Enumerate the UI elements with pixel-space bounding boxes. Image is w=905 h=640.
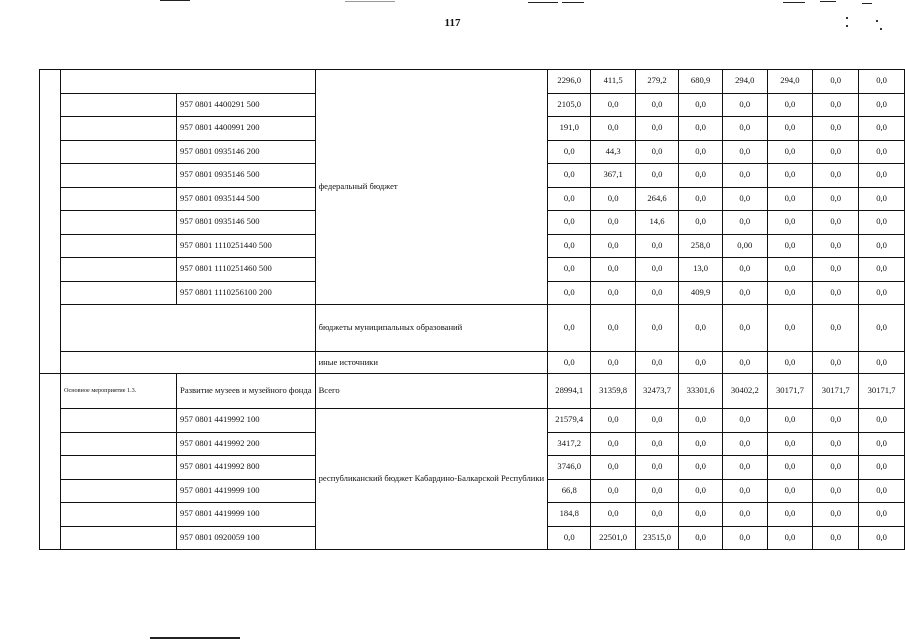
total-label: Всего — [315, 374, 548, 409]
value-cell: 0,0 — [813, 305, 859, 352]
value-cell: 3746,0 — [548, 456, 591, 480]
blank-cell — [61, 305, 316, 352]
value-cell: 0,0 — [591, 352, 636, 374]
value-cell: 0,0 — [859, 352, 905, 374]
value-cell: 409,9 — [679, 281, 723, 305]
blank-cell — [61, 479, 177, 503]
value-cell: 0,0 — [813, 140, 859, 164]
value-cell: 0,0 — [859, 117, 905, 141]
value-cell: 0,0 — [767, 281, 813, 305]
blank-cell — [61, 234, 177, 258]
value-cell: 0,0 — [635, 93, 678, 117]
value-cell: 0,0 — [723, 187, 768, 211]
blank-cell — [61, 281, 177, 305]
value-cell: 0,0 — [635, 258, 678, 282]
value-cell: 3417,2 — [548, 432, 591, 456]
value-cell: 0,0 — [813, 352, 859, 374]
blank-cell — [61, 352, 316, 374]
value-cell: 0,0 — [679, 93, 723, 117]
blank-cell — [61, 117, 177, 141]
value-cell: 0,0 — [679, 432, 723, 456]
source-cell: иные источники — [315, 352, 548, 374]
value-cell: 0,0 — [591, 234, 636, 258]
value-cell: 0,0 — [767, 211, 813, 235]
value-cell: 0,0 — [767, 93, 813, 117]
blank-cell — [61, 140, 177, 164]
value-cell: 0,0 — [859, 258, 905, 282]
value-cell: 0,0 — [723, 117, 768, 141]
budget-code: 957 0801 0920059 100 — [177, 526, 316, 550]
value-cell: 0,0 — [635, 409, 678, 433]
budget-code: 957 0801 4419992 200 — [177, 432, 316, 456]
value-cell: 0,0 — [548, 281, 591, 305]
scan-artifact — [160, 0, 190, 1]
value-cell: 0,0 — [548, 164, 591, 188]
value-cell: 294,0 — [767, 70, 813, 94]
blank-cell — [61, 187, 177, 211]
blank-cell — [61, 258, 177, 282]
value-cell: 28994,1 — [548, 374, 591, 409]
scan-artifact — [783, 2, 805, 3]
value-cell: 0,0 — [635, 305, 678, 352]
blank-cell — [61, 526, 177, 550]
scan-artifact — [562, 2, 584, 3]
value-cell: 0,0 — [548, 140, 591, 164]
value-cell: 0,0 — [859, 503, 905, 527]
scan-artifact — [846, 17, 848, 19]
page-number: 117 — [444, 17, 461, 29]
budget-code: 957 0801 4419999 100 — [177, 479, 316, 503]
value-cell: 0,0 — [635, 479, 678, 503]
value-cell: 0,0 — [679, 305, 723, 352]
value-cell: 0,0 — [548, 187, 591, 211]
value-cell: 0,0 — [767, 305, 813, 352]
value-cell: 0,0 — [813, 117, 859, 141]
value-cell: 0,0 — [767, 526, 813, 550]
blank-cell — [61, 70, 316, 94]
value-cell: 0,0 — [859, 187, 905, 211]
budget-code: 957 0801 4419992 100 — [177, 409, 316, 433]
value-cell: 411,5 — [591, 70, 636, 94]
value-cell: 23515,0 — [635, 526, 678, 550]
value-cell: 0,0 — [723, 432, 768, 456]
value-cell: 0,0 — [548, 526, 591, 550]
value-cell: 0,0 — [723, 258, 768, 282]
value-cell: 0,0 — [859, 526, 905, 550]
value-cell: 0,0 — [679, 140, 723, 164]
value-cell: 0,0 — [548, 234, 591, 258]
value-cell: 0,0 — [635, 456, 678, 480]
value-cell: 0,0 — [723, 409, 768, 433]
value-cell: 191,0 — [548, 117, 591, 141]
table-row — [40, 409, 905, 433]
value-cell: 0,0 — [591, 432, 636, 456]
value-cell: 0,0 — [591, 479, 636, 503]
scan-artifact — [528, 2, 558, 3]
value-cell: 0,0 — [813, 281, 859, 305]
value-cell: 0,0 — [767, 503, 813, 527]
value-cell: 0,0 — [859, 93, 905, 117]
value-cell: 0,0 — [767, 258, 813, 282]
budget-code: 957 0801 0935144 500 — [177, 187, 316, 211]
scan-artifact — [150, 637, 240, 639]
value-cell: 0,0 — [591, 456, 636, 480]
value-cell: 22501,0 — [591, 526, 636, 550]
blank-cell — [61, 432, 177, 456]
value-cell: 0,0 — [635, 352, 678, 374]
value-cell: 279,2 — [635, 70, 678, 94]
value-cell: 0,0 — [859, 409, 905, 433]
budget-code: 957 0801 1110251440 500 — [177, 234, 316, 258]
table-row — [40, 305, 905, 352]
value-cell: 0,0 — [679, 479, 723, 503]
value-cell: 0,0 — [859, 164, 905, 188]
value-cell: 0,0 — [679, 526, 723, 550]
value-cell: 0,0 — [723, 352, 768, 374]
value-cell: 33301,6 — [679, 374, 723, 409]
value-cell: 0,0 — [635, 117, 678, 141]
value-cell: 0,0 — [723, 526, 768, 550]
value-cell: 0,0 — [591, 305, 636, 352]
value-cell: 0,0 — [813, 187, 859, 211]
source-cell: бюджеты муниципальных образований — [315, 305, 548, 352]
budget-code: 957 0801 0935146 500 — [177, 211, 316, 235]
blank-cell — [40, 374, 61, 550]
value-cell: 0,0 — [813, 409, 859, 433]
value-cell: 0,0 — [859, 211, 905, 235]
blank-cell — [61, 409, 177, 433]
value-cell: 0,0 — [723, 503, 768, 527]
value-cell: 0,0 — [591, 187, 636, 211]
scan-artifact — [820, 1, 836, 2]
table-row — [40, 352, 905, 374]
value-cell: 0,0 — [635, 234, 678, 258]
value-cell: 0,0 — [767, 409, 813, 433]
blank-cell — [61, 211, 177, 235]
blank-cell — [61, 164, 177, 188]
budget-code: 957 0801 0935146 200 — [177, 140, 316, 164]
value-cell: 0,0 — [859, 432, 905, 456]
table-row — [40, 70, 905, 94]
value-cell: 0,0 — [767, 456, 813, 480]
value-cell: 30171,7 — [813, 374, 859, 409]
value-cell: 0,0 — [679, 117, 723, 141]
value-cell: 2105,0 — [548, 93, 591, 117]
value-cell: 0,0 — [548, 305, 591, 352]
value-cell: 0,0 — [813, 432, 859, 456]
value-cell: 0,0 — [723, 140, 768, 164]
value-cell: 0,0 — [548, 211, 591, 235]
value-cell: 0,0 — [859, 456, 905, 480]
value-cell: 13,0 — [679, 258, 723, 282]
budget-code: 957 0801 0935146 500 — [177, 164, 316, 188]
value-cell: 0,0 — [723, 93, 768, 117]
value-cell: 0,0 — [591, 93, 636, 117]
value-cell: 0,0 — [813, 211, 859, 235]
value-cell: 0,0 — [813, 164, 859, 188]
value-cell: 0,00 — [723, 234, 768, 258]
value-cell: 680,9 — [679, 70, 723, 94]
source-cell: республиканский бюджет Кабардино-Балкарской Республики — [315, 409, 548, 550]
value-cell: 0,0 — [679, 503, 723, 527]
blank-cell — [61, 456, 177, 480]
value-cell: 31359,8 — [591, 374, 636, 409]
value-cell: 0,0 — [635, 140, 678, 164]
value-cell: 44,3 — [591, 140, 636, 164]
event-label: Основное мероприятие 1.3. — [61, 374, 177, 409]
scan-artifact — [880, 28, 882, 30]
value-cell: 0,0 — [591, 211, 636, 235]
value-cell: 184,8 — [548, 503, 591, 527]
value-cell: 294,0 — [723, 70, 768, 94]
value-cell: 367,1 — [591, 164, 636, 188]
value-cell: 0,0 — [767, 352, 813, 374]
value-cell: 0,0 — [679, 164, 723, 188]
scan-artifact — [876, 20, 878, 22]
value-cell: 30402,2 — [723, 374, 768, 409]
value-cell: 0,0 — [859, 140, 905, 164]
value-cell: 66,8 — [548, 479, 591, 503]
value-cell: 0,0 — [548, 352, 591, 374]
value-cell: 0,0 — [723, 305, 768, 352]
value-cell: 0,0 — [859, 305, 905, 352]
budget-code: 957 0801 4419992 800 — [177, 456, 316, 480]
value-cell: 0,0 — [813, 503, 859, 527]
value-cell: 0,0 — [723, 211, 768, 235]
value-cell: 0,0 — [548, 258, 591, 282]
value-cell: 0,0 — [813, 234, 859, 258]
value-cell: 0,0 — [767, 432, 813, 456]
value-cell: 0,0 — [679, 211, 723, 235]
budget-code: 957 0801 1110256100 200 — [177, 281, 316, 305]
value-cell: 0,0 — [859, 479, 905, 503]
table-row — [40, 374, 905, 409]
value-cell: 0,0 — [635, 432, 678, 456]
value-cell: 0,0 — [635, 503, 678, 527]
value-cell: 0,0 — [723, 456, 768, 480]
value-cell: 0,0 — [813, 70, 859, 94]
value-cell: 0,0 — [591, 117, 636, 141]
value-cell: 0,0 — [635, 164, 678, 188]
value-cell: 0,0 — [767, 187, 813, 211]
budget-code: 957 0801 4400991 200 — [177, 117, 316, 141]
value-cell: 21579,4 — [548, 409, 591, 433]
value-cell: 0,0 — [635, 281, 678, 305]
value-cell: 0,0 — [679, 352, 723, 374]
value-cell: 0,0 — [767, 117, 813, 141]
value-cell: 264,6 — [635, 187, 678, 211]
scan-artifact — [345, 1, 395, 2]
value-cell: 0,0 — [859, 281, 905, 305]
value-cell: 2296,0 — [548, 70, 591, 94]
budget-code: 957 0801 4400291 500 — [177, 93, 316, 117]
value-cell: 0,0 — [679, 456, 723, 480]
value-cell: 30171,7 — [767, 374, 813, 409]
value-cell: 0,0 — [767, 234, 813, 258]
value-cell: 0,0 — [813, 526, 859, 550]
value-cell: 0,0 — [813, 258, 859, 282]
value-cell: 32473,7 — [635, 374, 678, 409]
value-cell: 0,0 — [723, 281, 768, 305]
scan-artifact — [862, 3, 872, 4]
value-cell: 0,0 — [767, 479, 813, 503]
value-cell: 0,0 — [679, 409, 723, 433]
source-cell: федеральный бюджет — [315, 70, 548, 305]
value-cell: 0,0 — [859, 234, 905, 258]
scan-artifact — [846, 25, 848, 27]
value-cell: 0,0 — [591, 409, 636, 433]
value-cell: 0,0 — [767, 140, 813, 164]
event-name: Развитие музеев и музейного фонда — [177, 374, 316, 409]
budget-code: 957 0801 4419999 100 — [177, 503, 316, 527]
value-cell: 0,0 — [813, 456, 859, 480]
budget-table — [39, 69, 905, 550]
value-cell: 258,0 — [679, 234, 723, 258]
blank-cell — [61, 93, 177, 117]
value-cell: 14,6 — [635, 211, 678, 235]
blank-cell — [61, 503, 177, 527]
blank-cell — [40, 70, 61, 374]
value-cell: 0,0 — [591, 503, 636, 527]
value-cell: 0,0 — [723, 164, 768, 188]
value-cell: 30171,7 — [859, 374, 905, 409]
value-cell: 0,0 — [723, 479, 768, 503]
value-cell: 0,0 — [591, 258, 636, 282]
value-cell: 0,0 — [813, 479, 859, 503]
value-cell: 0,0 — [813, 93, 859, 117]
value-cell: 0,0 — [767, 164, 813, 188]
budget-code: 957 0801 1110251460 500 — [177, 258, 316, 282]
value-cell: 0,0 — [859, 70, 905, 94]
value-cell: 0,0 — [679, 187, 723, 211]
value-cell: 0,0 — [591, 281, 636, 305]
